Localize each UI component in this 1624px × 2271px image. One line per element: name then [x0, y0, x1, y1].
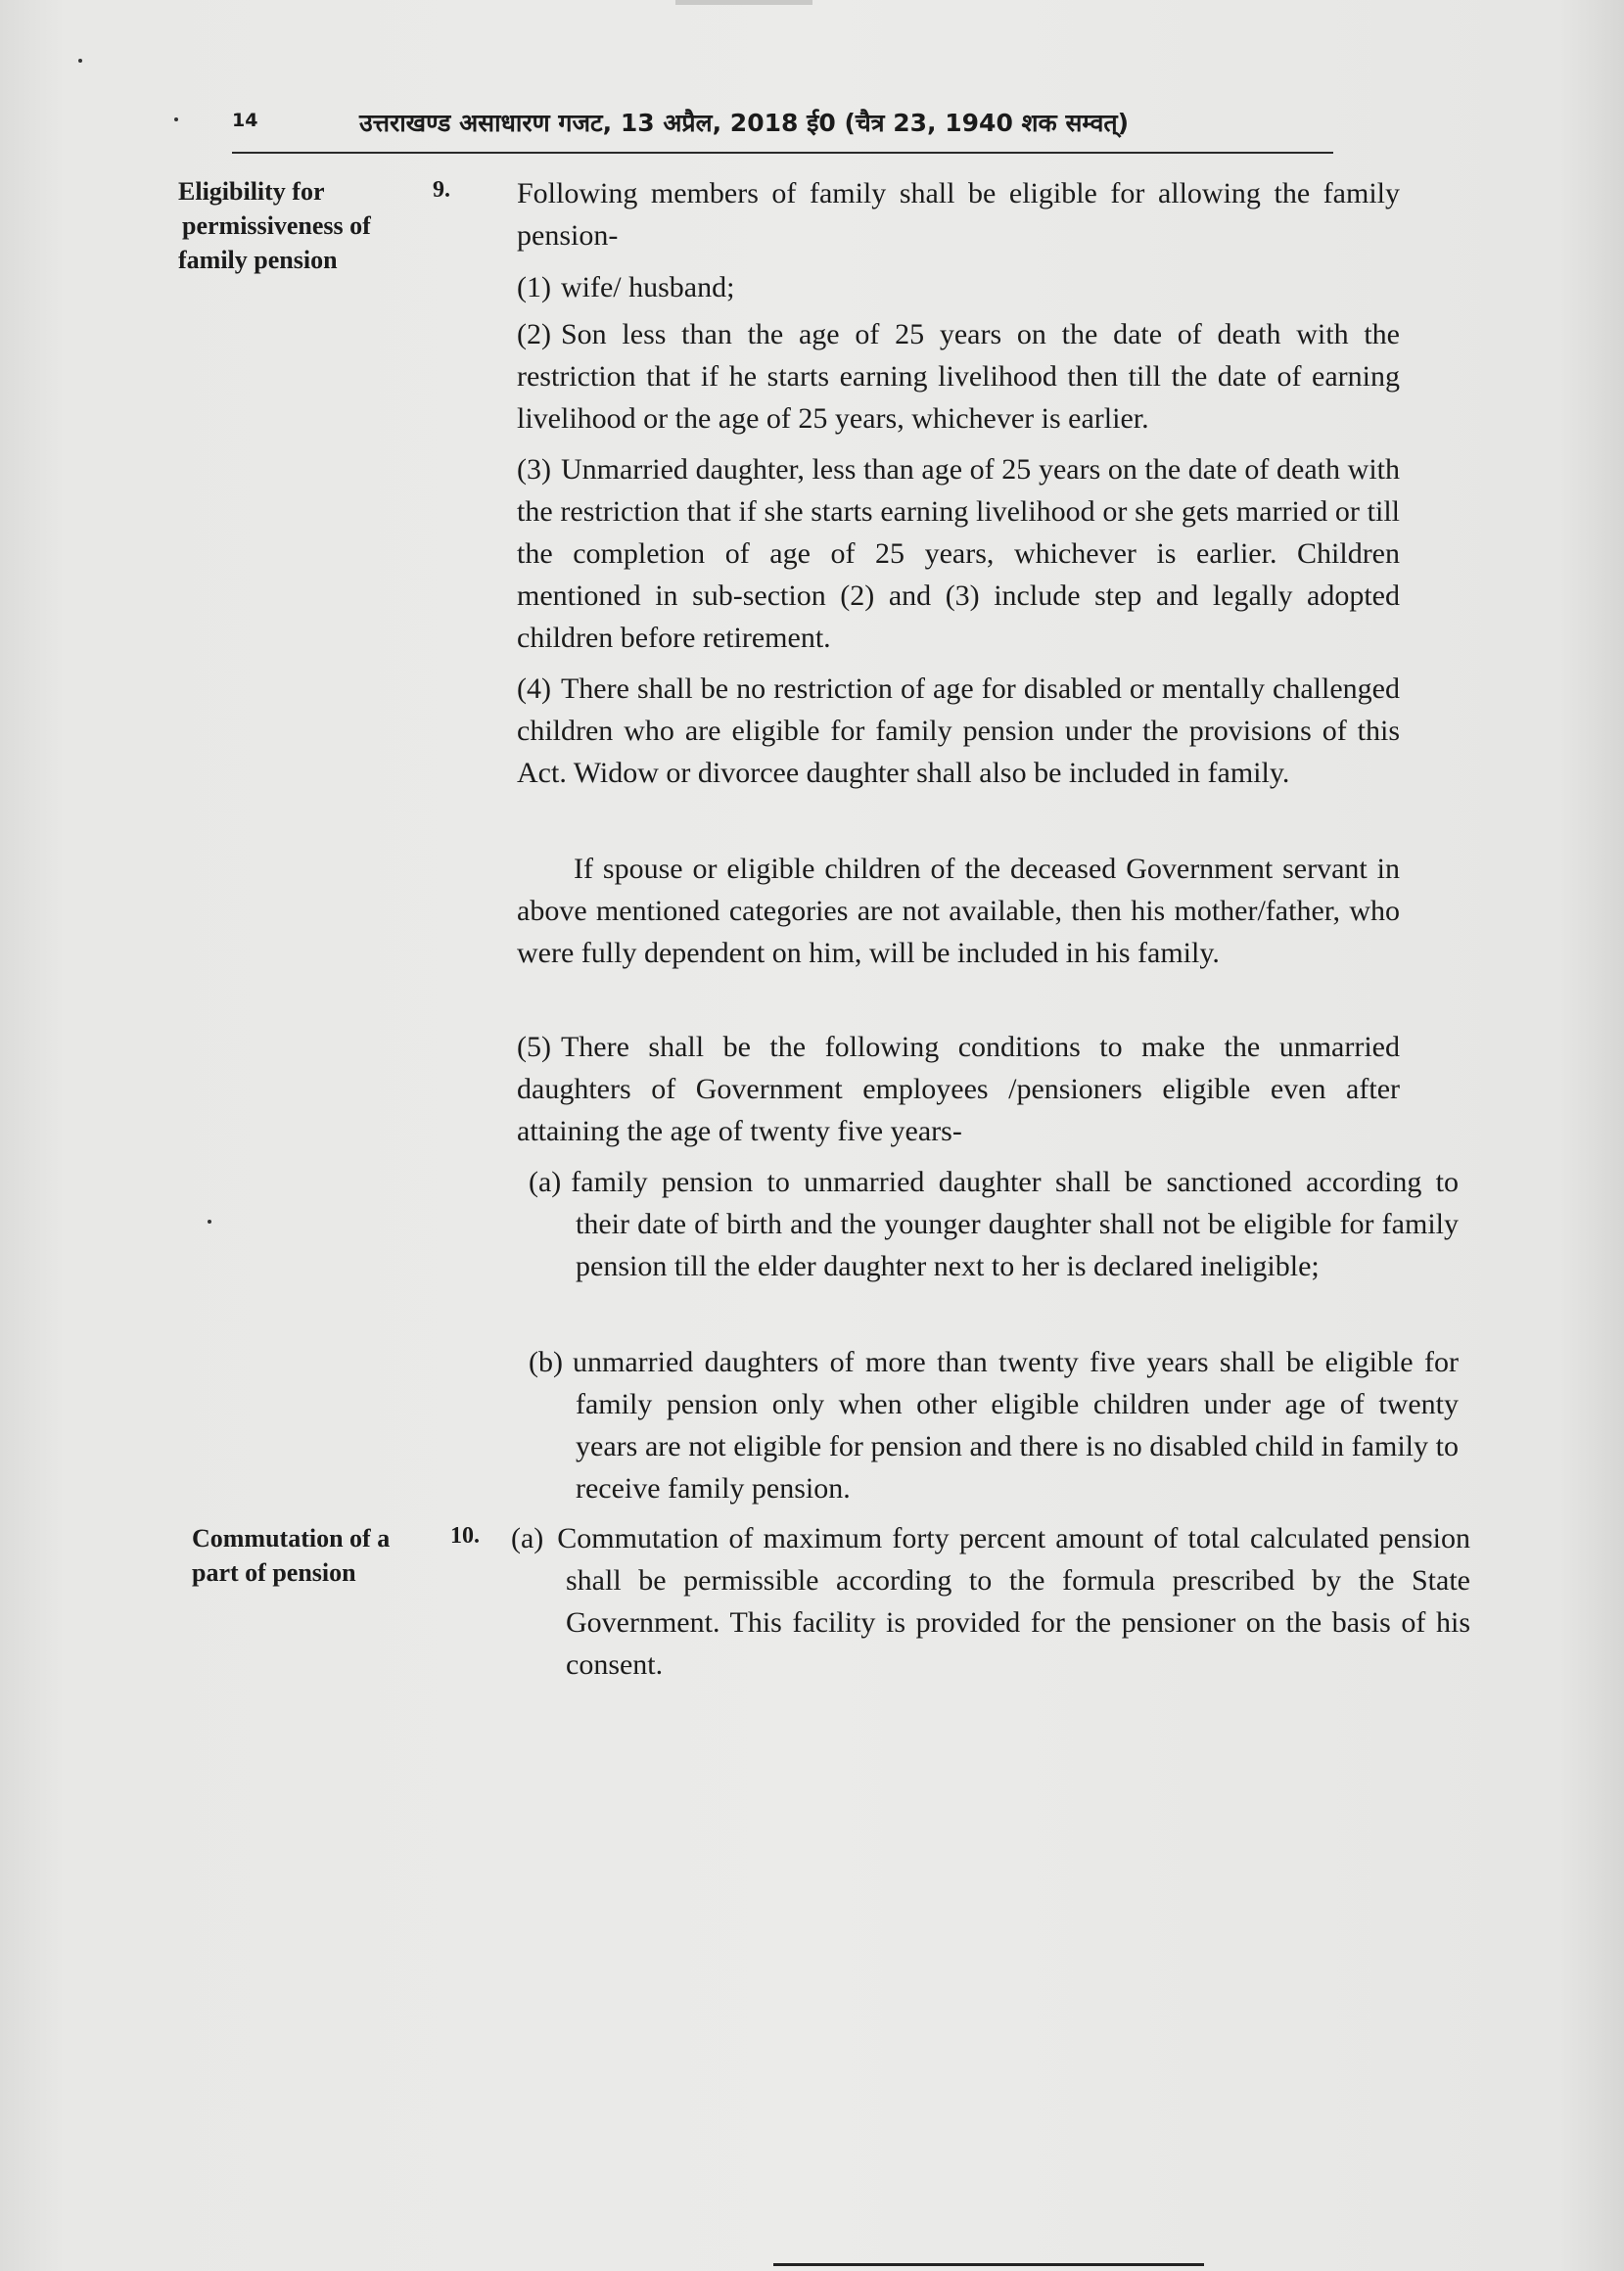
item-text: There shall be no restriction of age for disabled or mentally challenged children who are eligible for family pension under the provisions of this Act. Widow or divorcee daughter shall also be included in family.	[517, 672, 1400, 789]
scan-speck	[208, 1220, 211, 1224]
item-number: (1)	[517, 271, 551, 303]
item-text: Son less than the age of 25 years on the date of death with the restriction that if he starts earning livelihood then till the date of earning livelihood or the age of 25 years, whichever is earlier.	[517, 318, 1400, 435]
item-text: Unmarried daughter, less than age of 25 years on the date of death with the restriction that if she starts earning livelihood or she gets married or till the completion of age of 25 years, whichever is earlier. Children mentioned in sub-section (2) and (3) include step and legally adopted children before retirement.	[517, 453, 1400, 654]
section-10-clause-a	[511, 1517, 1470, 1686]
sub-item-text: unmarried daughters of more than twenty five years shall be eligible for family pension only when other eligible children under age of twenty years are not eligible for pension and there is no disabled child in family to receive family pension.	[572, 1346, 1459, 1505]
scan-speck	[174, 117, 178, 121]
sub-item-text: family pension to unmarried daughter shall be sanctioned according to their date of birth and the younger daughter shall not be eligible for family pension till the elder daughter next to her is declared ineligible;	[571, 1166, 1459, 1282]
item-text: wife/ husband;	[560, 271, 735, 303]
sub-item-label: (b)	[529, 1346, 563, 1378]
item-number: (4)	[517, 672, 551, 705]
item-number: (5)	[517, 1031, 551, 1063]
spouse-paragraph: If spouse or eligible children of the deceased Government servant in above mentioned categories are not available, then his mother/father, who were fully dependent on him, will be included in his family.	[517, 853, 1400, 969]
clause-label: (a)	[511, 1522, 544, 1554]
item-4	[517, 668, 1400, 794]
sub-item-label: (a)	[529, 1166, 562, 1198]
item-2	[517, 313, 1400, 440]
page-header	[232, 100, 1333, 143]
margin-note-line: Eligibility for	[178, 177, 325, 206]
sub-item-b	[529, 1341, 1459, 1509]
section-9-margin-note	[178, 174, 423, 277]
section-10-margin-note	[192, 1521, 437, 1590]
clause-text: Commutation of maximum forty percent amount of total calculated pension shall be permissible according to the formula prescribed by the State Government. This facility is provided for the pensioner on the basis of his consent.	[557, 1522, 1470, 1681]
item-text: There shall be the following conditions to make the unmarried daughters of Government employees /pensioners eligible even after attaining the age of twenty five years-	[517, 1031, 1400, 1147]
section-10-number: 10.	[450, 1523, 480, 1549]
scan-speck	[78, 59, 82, 63]
margin-note-line: family pension	[178, 246, 338, 274]
header-rule	[232, 152, 1333, 154]
section-9-intro: Following members of family shall be eligible for allowing the family pension-	[517, 177, 1400, 252]
gazette-title: उत्तराखण्ड असाधारण गजट, 13 अप्रैल, 2018 ई0 (चैत्र 23, 1940 शक सम्वत्)	[359, 109, 1130, 137]
margin-note-line: permissiveness of	[182, 211, 371, 240]
scan-mark	[675, 0, 812, 5]
margin-note-line: Commutation of a	[192, 1524, 391, 1553]
item-3	[517, 448, 1400, 659]
section-9-number: 9.	[433, 177, 450, 203]
item-1	[517, 266, 1400, 308]
item-number: (3)	[517, 453, 551, 486]
margin-note-line: part of pension	[192, 1558, 356, 1587]
item-number: (2)	[517, 318, 551, 350]
item-5	[517, 1026, 1400, 1152]
scan-bottom-line	[773, 2263, 1204, 2266]
page-number: 14	[232, 110, 258, 131]
sub-item-a	[529, 1161, 1459, 1287]
